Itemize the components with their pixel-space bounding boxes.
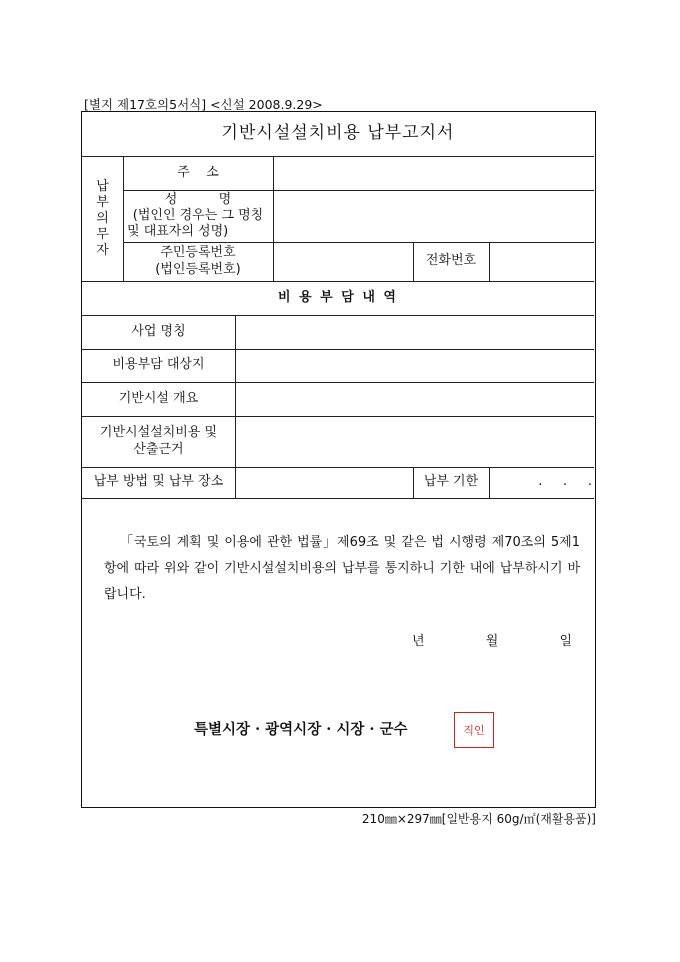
- payment-method-field[interactable]: [235, 467, 413, 498]
- name-label-main: 성 명: [164, 191, 232, 207]
- form-number-note: [별지 제17호의5서식] <신설 2008.9.29>: [84, 97, 323, 112]
- form-title: 기반시설설치비용 납부고지서: [221, 123, 455, 144]
- payer-char: 자: [96, 242, 109, 258]
- payment-notice-form: [81, 111, 596, 808]
- payer-group-label: [82, 156, 123, 281]
- phone-label: 전화번호: [425, 253, 477, 269]
- payer-char: 부: [96, 194, 109, 210]
- name-label-sub2: 및 대표자의 성명): [127, 224, 229, 240]
- project-name-field[interactable]: [235, 315, 594, 349]
- name-field[interactable]: [273, 190, 594, 242]
- registration-number-label: [123, 242, 273, 281]
- date-line: [412, 630, 572, 649]
- day-label: 일: [559, 634, 572, 649]
- payer-char: 무: [96, 226, 109, 242]
- registration-label-sub: (법인등록번호): [155, 261, 241, 277]
- facility-summary-field[interactable]: [235, 382, 594, 416]
- line: [82, 498, 594, 499]
- target-site-label: 비용부담 대상지: [112, 357, 205, 373]
- registration-label-main: 주민등록번호: [160, 245, 236, 261]
- cost-basis-line1: 기반시설설치비용 및: [99, 425, 218, 441]
- address-label: 주 소: [177, 164, 219, 180]
- payer-char: 납: [96, 178, 109, 194]
- cost-basis-field[interactable]: [235, 416, 594, 467]
- registration-number-field[interactable]: [273, 242, 413, 281]
- address-field[interactable]: [273, 156, 594, 190]
- payer-char: 의: [96, 210, 109, 226]
- year-label: 년: [412, 634, 425, 649]
- cost-basis-label: [82, 416, 235, 467]
- official-seal: 직인: [454, 712, 494, 748]
- facility-summary-label: 기반시설 개요: [118, 390, 199, 406]
- deadline-label: 납부 기한: [423, 474, 479, 490]
- payment-method-label: 납부 방법 및 납부 장소: [93, 474, 224, 490]
- name-label-sub1: (법인인 경우는 그 명칭: [132, 207, 264, 223]
- notice-text: 「국토의 계획 및 이용에 관한 법률」제69조 및 같은 법 시행령 제70조의 5제1항에 따라 위와 같이 기반시설설치비용의 납부를 통지하니 기한 내에 납부하시기 바랍니다.: [104, 535, 580, 602]
- cost-basis-line2: 산출근거: [133, 441, 184, 457]
- paper-spec-note: 210㎜×297㎜[일반용지 60g/㎡(재활용품)]: [361, 812, 596, 826]
- name-label: [123, 190, 273, 242]
- issuer-title: 특별시장 · 광역시장 · 시장 · 군수: [194, 721, 408, 738]
- deadline-field[interactable]: . . .: [538, 474, 592, 490]
- project-name-label: 사업 명칭: [131, 323, 186, 339]
- month-label: 월: [485, 634, 499, 649]
- target-site-field[interactable]: [235, 349, 594, 382]
- cost-burden-section-title: 비 용 부 담 내 역: [278, 289, 398, 305]
- phone-field[interactable]: [489, 242, 594, 281]
